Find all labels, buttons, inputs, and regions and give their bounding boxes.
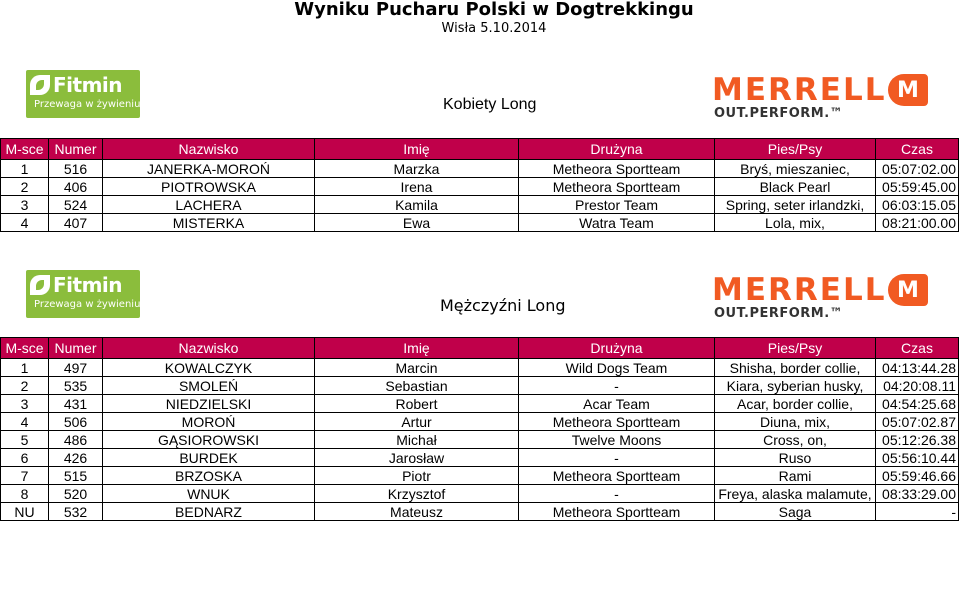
- merrell-badge-icon: M: [888, 274, 928, 306]
- cell-surname: WNUK: [103, 485, 315, 503]
- column-header-surname: Nazwisko: [103, 139, 315, 160]
- leaf-icon: [30, 275, 50, 295]
- cell-dogs: Bryś, mieszaniec,: [715, 160, 876, 178]
- cell-dogs: Ruso: [715, 449, 876, 467]
- cell-dogs: Acar, border collie,: [715, 395, 876, 413]
- cell-dogs: Saga: [715, 503, 876, 521]
- cell-number: 426: [49, 449, 103, 467]
- cell-time: 06:03:15.05: [876, 196, 959, 214]
- cell-team: -: [519, 377, 715, 395]
- column-header-place: M-sce: [1, 139, 49, 160]
- table-row: [1, 413, 959, 431]
- men-results-table: [0, 337, 959, 521]
- cell-time: 04:13:44.28: [876, 359, 959, 377]
- cell-team: -: [519, 485, 715, 503]
- cell-team: Metheora Sportteam: [519, 503, 715, 521]
- cell-surname: BEDNARZ: [103, 503, 315, 521]
- cell-number: 406: [49, 178, 103, 196]
- cell-first-name: Krzysztof: [315, 485, 519, 503]
- cell-surname: SMOLEŃ: [103, 377, 315, 395]
- cell-first-name: Irena: [315, 178, 519, 196]
- cell-surname: KOWALCZYK: [103, 359, 315, 377]
- cell-surname: GĄSIOROWSKI: [103, 431, 315, 449]
- cell-place: 2: [1, 377, 49, 395]
- cell-surname: MOROŃ: [103, 413, 315, 431]
- cell-team: Metheora Sportteam: [519, 160, 715, 178]
- fitmin-logo: [26, 270, 140, 318]
- cell-place: 6: [1, 449, 49, 467]
- cell-time: 05:12:26.38: [876, 431, 959, 449]
- column-header-dogs: Pies/Psy: [715, 139, 876, 160]
- table-row: [1, 485, 959, 503]
- cell-first-name: Ewa: [315, 214, 519, 232]
- table-row: [1, 395, 959, 413]
- fitmin-logo: [26, 70, 140, 118]
- cell-first-name: Artur: [315, 413, 519, 431]
- cell-time: 05:59:46.66: [876, 467, 959, 485]
- cell-number: 535: [49, 377, 103, 395]
- cell-number: 506: [49, 413, 103, 431]
- cell-dogs: Cross, on,: [715, 431, 876, 449]
- cell-team: Acar Team: [519, 395, 715, 413]
- fitmin-logo-tagline: Przewaga w żywieniu: [34, 99, 141, 110]
- cell-place: 8: [1, 485, 49, 503]
- cell-number: 486: [49, 431, 103, 449]
- cell-dogs: Rami: [715, 467, 876, 485]
- merrell-logo-wordmark: MERRELL: [712, 272, 887, 308]
- event-date-location: Wisła 5.10.2014: [441, 21, 547, 36]
- column-header-place: M-sce: [1, 338, 49, 359]
- cell-dogs: Lola, mix,: [715, 214, 876, 232]
- fitmin-logo-name: Fitmin: [53, 273, 123, 297]
- cell-number: 497: [49, 359, 103, 377]
- women-section-title: Kobiety Long: [443, 96, 537, 113]
- column-header-first-name: Imię: [315, 338, 519, 359]
- cell-time: 05:56:10.44: [876, 449, 959, 467]
- cell-first-name: Michał: [315, 431, 519, 449]
- table-row: [1, 178, 959, 196]
- cell-dogs: Freya, alaska malamute,: [715, 485, 876, 503]
- cell-place: 4: [1, 413, 49, 431]
- table-row: [1, 359, 959, 377]
- merrell-logo-tagline: OUT.PERFORM.™: [714, 306, 844, 321]
- cell-dogs: Diuna, mix,: [715, 413, 876, 431]
- table-header-row: [1, 139, 959, 160]
- cell-surname: MISTERKA: [103, 214, 315, 232]
- table-row: [1, 467, 959, 485]
- cell-team: Prestor Team: [519, 196, 715, 214]
- cell-place: 1: [1, 160, 49, 178]
- merrell-logo: [712, 274, 932, 324]
- table-row: [1, 503, 959, 521]
- table-row: [1, 160, 959, 178]
- table-row: [1, 196, 959, 214]
- cell-time: 05:07:02.00: [876, 160, 959, 178]
- cell-place: 5: [1, 431, 49, 449]
- cell-team: Watra Team: [519, 214, 715, 232]
- column-header-number: Numer: [49, 338, 103, 359]
- cell-team: -: [519, 449, 715, 467]
- column-header-time: Czas: [876, 338, 959, 359]
- leaf-icon: [30, 75, 50, 95]
- column-header-team: Drużyna: [519, 338, 715, 359]
- fitmin-logo-name: Fitmin: [53, 73, 123, 97]
- table-row: [1, 214, 959, 232]
- cell-dogs: Spring, seter irlandzki,: [715, 196, 876, 214]
- cell-first-name: Jarosław: [315, 449, 519, 467]
- cell-team: Metheora Sportteam: [519, 413, 715, 431]
- cell-place: 2: [1, 178, 49, 196]
- cell-place: 3: [1, 395, 49, 413]
- cell-dogs: Shisha, border collie,: [715, 359, 876, 377]
- cell-place: NU: [1, 503, 49, 521]
- page-title: Wyniku Pucharu Polski w Dogtrekkingu: [294, 0, 694, 20]
- column-header-dogs: Pies/Psy: [715, 338, 876, 359]
- cell-surname: PIOTROWSKA: [103, 178, 315, 196]
- column-header-time: Czas: [876, 139, 959, 160]
- cell-team: Metheora Sportteam: [519, 178, 715, 196]
- cell-team: Metheora Sportteam: [519, 467, 715, 485]
- column-header-surname: Nazwisko: [103, 338, 315, 359]
- cell-first-name: Piotr: [315, 467, 519, 485]
- fitmin-logo-tagline: Przewaga w żywieniu: [34, 299, 141, 310]
- cell-surname: BURDEK: [103, 449, 315, 467]
- cell-first-name: Sebastian: [315, 377, 519, 395]
- cell-first-name: Marcin: [315, 359, 519, 377]
- cell-first-name: Kamila: [315, 196, 519, 214]
- merrell-badge-icon: M: [888, 74, 928, 106]
- cell-dogs: Black Pearl: [715, 178, 876, 196]
- cell-time: -: [876, 503, 959, 521]
- cell-time: 08:21:00.00: [876, 214, 959, 232]
- cell-number: 515: [49, 467, 103, 485]
- column-header-number: Numer: [49, 139, 103, 160]
- cell-first-name: Mateusz: [315, 503, 519, 521]
- women-results-table: [0, 138, 959, 232]
- cell-place: 1: [1, 359, 49, 377]
- cell-number: 516: [49, 160, 103, 178]
- cell-surname: LACHERA: [103, 196, 315, 214]
- cell-place: 4: [1, 214, 49, 232]
- cell-place: 7: [1, 467, 49, 485]
- merrell-logo-wordmark: MERRELL: [712, 72, 887, 108]
- men-section-title: Mężczyźni Long: [440, 296, 566, 315]
- cell-time: 05:59:45.00: [876, 178, 959, 196]
- cell-time: 08:33:29.00: [876, 485, 959, 503]
- cell-time: 05:07:02.87: [876, 413, 959, 431]
- merrell-logo: [712, 74, 932, 124]
- column-header-first-name: Imię: [315, 139, 519, 160]
- cell-team: Wild Dogs Team: [519, 359, 715, 377]
- table-header-row: [1, 338, 959, 359]
- cell-number: 520: [49, 485, 103, 503]
- cell-place: 3: [1, 196, 49, 214]
- column-header-team: Drużyna: [519, 139, 715, 160]
- cell-time: 04:20:08.11: [876, 377, 959, 395]
- cell-surname: BRZOSKA: [103, 467, 315, 485]
- cell-surname: NIEDZIELSKI: [103, 395, 315, 413]
- cell-number: 431: [49, 395, 103, 413]
- cell-number: 524: [49, 196, 103, 214]
- table-row: [1, 449, 959, 467]
- merrell-logo-tagline: OUT.PERFORM.™: [714, 106, 844, 121]
- cell-first-name: Robert: [315, 395, 519, 413]
- cell-dogs: Kiara, syberian husky,: [715, 377, 876, 395]
- cell-number: 532: [49, 503, 103, 521]
- cell-number: 407: [49, 214, 103, 232]
- cell-first-name: Marzka: [315, 160, 519, 178]
- table-row: [1, 431, 959, 449]
- table-row: [1, 377, 959, 395]
- cell-time: 04:54:25.68: [876, 395, 959, 413]
- cell-team: Twelve Moons: [519, 431, 715, 449]
- cell-surname: JANERKA-MOROŃ: [103, 160, 315, 178]
